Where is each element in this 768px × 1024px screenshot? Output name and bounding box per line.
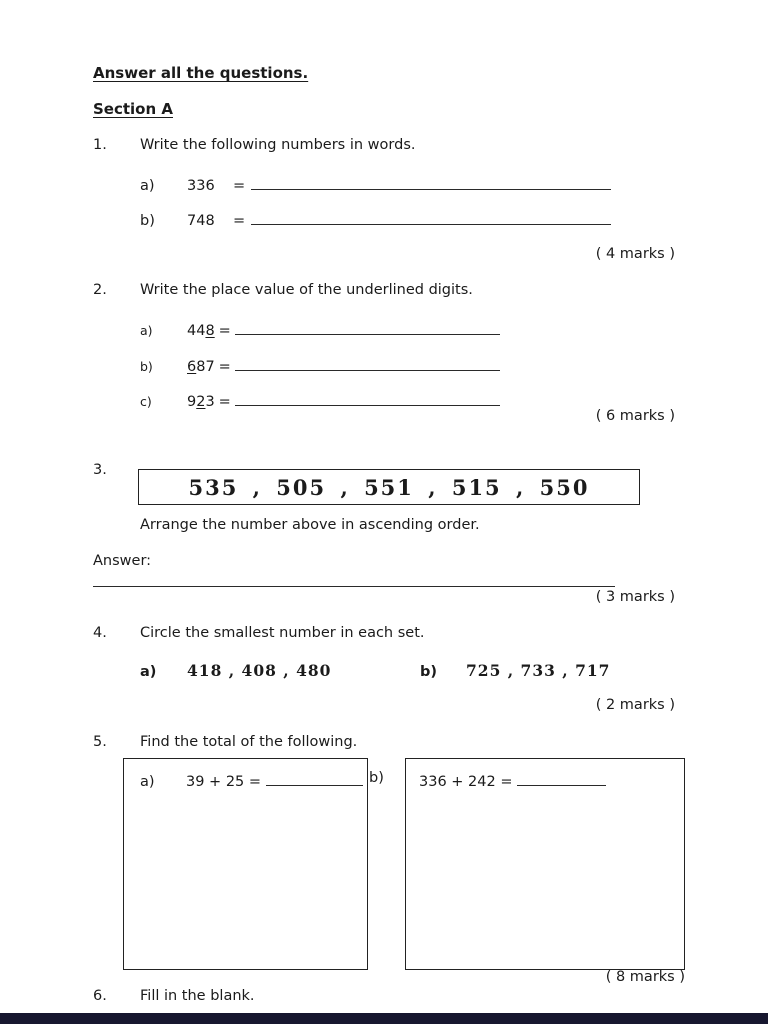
q5-part-a xyxy=(140,770,363,790)
number-value: 748 xyxy=(187,213,215,229)
q1-prompt: Write the following numbers in words. xyxy=(140,137,416,153)
q1-marks: ( 4 marks ) xyxy=(595,246,675,262)
q6-number: 6. xyxy=(93,988,107,1004)
number-with-underlined-digit xyxy=(187,323,215,339)
answer-line[interactable] xyxy=(251,209,611,225)
equals-sign: = xyxy=(218,359,231,375)
equals-sign: = xyxy=(218,323,231,339)
part-label: a) xyxy=(140,664,157,680)
q5-part-b-label: b) xyxy=(369,770,384,786)
q1-number: 1. xyxy=(93,137,107,153)
part-label: b) xyxy=(420,664,438,680)
instructions-heading: Answer all the questions. xyxy=(93,64,309,82)
answer-line[interactable] xyxy=(235,319,500,335)
q4-prompt: Circle the smallest number in each set. xyxy=(140,625,425,641)
part-label: b) xyxy=(140,213,155,229)
answer-line[interactable] xyxy=(251,174,611,190)
part-label: a) xyxy=(140,178,155,194)
part-label: a) xyxy=(140,774,155,790)
q3-box-numbers: 535 , 505 , 551 , 515 , 550 xyxy=(188,474,590,500)
q3-number-box xyxy=(138,469,640,505)
answer-line[interactable] xyxy=(517,770,606,786)
q4-number: 4. xyxy=(93,625,107,641)
q3-answer-label: Answer: xyxy=(93,553,152,569)
underlined-digit: 2 xyxy=(196,394,206,410)
digit-suffix: 3 xyxy=(205,394,215,410)
digit-prefix: 44 xyxy=(187,323,206,339)
answer-line[interactable] xyxy=(93,586,615,587)
number-with-underlined-digit xyxy=(187,394,215,410)
digit-suffix: 87 xyxy=(196,359,215,375)
number-value: 336 xyxy=(187,178,215,194)
answer-line[interactable] xyxy=(235,390,500,406)
q4-part-a[interactable] xyxy=(140,661,331,680)
sum-expression: 39 + 25 = xyxy=(186,774,262,790)
q3-number: 3. xyxy=(93,462,107,478)
q5-number: 5. xyxy=(93,734,107,750)
q5-marks: ( 8 marks ) xyxy=(605,969,685,985)
q4-part-b[interactable] xyxy=(420,661,610,680)
bottom-bar xyxy=(0,1013,768,1024)
number-with-underlined-digit xyxy=(187,359,215,375)
q1-part-a xyxy=(140,174,611,194)
q3-marks: ( 3 marks ) xyxy=(595,589,675,605)
equals-sign: = xyxy=(218,394,231,410)
sum-expression: 336 + 242 = xyxy=(419,774,513,790)
answer-line[interactable] xyxy=(235,355,500,371)
q5-part-b xyxy=(419,770,606,790)
part-label: a) xyxy=(140,323,153,338)
q4-marks: ( 2 marks ) xyxy=(595,697,675,713)
q2-part-a xyxy=(140,319,500,339)
underlined-digit: 6 xyxy=(187,359,197,375)
equals-sign: = xyxy=(233,178,246,194)
q2-part-b xyxy=(140,355,500,375)
underlined-digit: 8 xyxy=(205,323,215,339)
q6-prompt: Fill in the blank. xyxy=(140,988,255,1004)
section-heading: Section A xyxy=(93,100,173,118)
digit-prefix: 9 xyxy=(187,394,197,410)
q2-number: 2. xyxy=(93,282,107,298)
number-set: 418 , 408 , 480 xyxy=(187,661,332,680)
q1-part-b xyxy=(140,209,611,229)
q2-part-c xyxy=(140,390,500,410)
q5-prompt: Find the total of the following. xyxy=(140,734,358,750)
q2-marks: ( 6 marks ) xyxy=(595,408,675,424)
equals-sign: = xyxy=(233,213,246,229)
part-label: c) xyxy=(140,394,152,409)
q2-prompt: Write the place value of the underlined digits. xyxy=(140,282,473,298)
q3-prompt: Arrange the number above in ascending order. xyxy=(140,517,480,533)
number-set: 725 , 733 , 717 xyxy=(466,661,611,680)
part-label: b) xyxy=(140,359,153,374)
answer-line[interactable] xyxy=(266,770,363,786)
